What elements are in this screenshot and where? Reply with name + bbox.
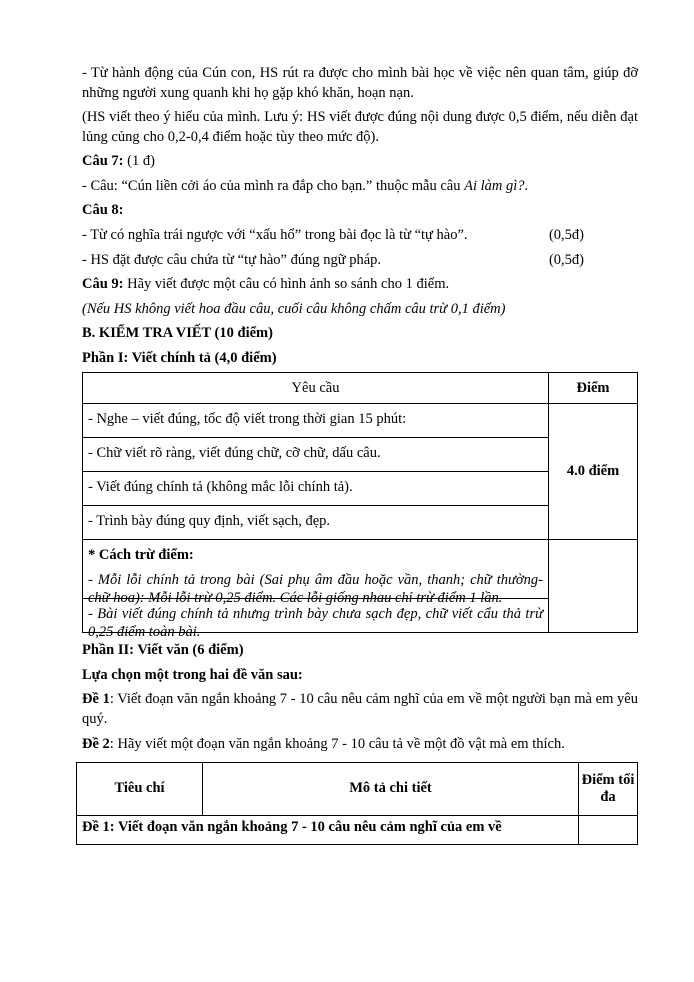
section-b-title: B. KIỂM TRA VIẾT (10 điểm): [82, 325, 273, 342]
score-value: 4.0 điểm: [549, 404, 638, 540]
question-8-line-1: [82, 226, 638, 246]
requirement-row: - Nghe – viết đúng, tốc độ viết trong thời gian 15 phút:: [88, 411, 407, 428]
deduction-title: * Cách trừ điểm:: [88, 547, 194, 564]
deduction-rule-2: - Bài viết đúng chính tả nhưng trình bày chưa sạch đẹp, chữ viết cẩu thả trừ 0,25 điểm toàn bài.: [83, 598, 548, 632]
question-9-note: (Nếu HS không viết hoa đầu câu, cuối câu không chấm câu trừ 0,1 điểm): [82, 300, 506, 317]
question-9-label: Câu 9:: [82, 276, 124, 293]
question-8-line-1-text: - Từ có nghĩa trái ngược với “xấu hổ” trong bài đọc là từ “tự hào”.: [82, 226, 468, 243]
topic-1-text: : Viết đoạn văn ngắn khoảng 7 - 10 câu nêu cảm nghĩ của em về một người bạn mà em yêu quý.: [82, 691, 638, 727]
question-7-text: - Câu: “Cún liền cởi áo của mình ra đắp cho bạn.” thuộc mẫu câu: [82, 177, 465, 194]
question-7-end: .: [524, 177, 529, 194]
question-8-label: Câu 8:: [82, 202, 124, 219]
requirement-row: - Viết đúng chính tả (không mắc lỗi chính tả).: [83, 471, 548, 505]
header-score: Điểm: [549, 373, 638, 404]
topic-2-label: Đề 2: [82, 735, 110, 752]
question-8-line-2: [82, 251, 638, 271]
question-7-answer: [82, 177, 638, 197]
requirement-row: - Chữ viết rõ ràng, viết đúng chữ, cỡ chữ, dấu câu.: [83, 437, 548, 471]
question-7-points: (1 đ): [123, 153, 155, 170]
question-8-line-1-score: (0,5đ): [548, 226, 584, 243]
topic-1: [82, 690, 638, 729]
topic-1-row-score: [579, 816, 638, 845]
choose-instruction: Lựa chọn một trong hai đề văn sau:: [82, 666, 303, 683]
header-criteria: Tiêu chí: [77, 763, 203, 816]
question-9: [82, 275, 638, 295]
deduction-score-empty: [549, 540, 638, 633]
question-7-heading: [82, 152, 638, 172]
header-description: Mô tả chi tiết: [203, 763, 579, 816]
question-7-label: Câu 7:: [82, 153, 124, 170]
topic-1-row: Đề 1: Viết đoạn văn ngắn khoảng 7 - 10 câu nêu cảm nghĩ của em về: [77, 816, 579, 845]
question-9-text: Hãy viết được một câu có hình ảnh so sánh cho 1 điểm.: [123, 276, 450, 293]
deduction-rule-1: - Mỗi lỗi chính tả trong bài (Sai phụ âm đầu hoặc vần, thanh; chữ thường-chữ hoa): Mỗi lỗi trừ 0,25 điểm. Các lỗi giống nhau chỉ trừ điểm 1 lần.: [88, 572, 543, 607]
deduction-cell: [83, 540, 549, 641]
question-7-italic: Ai làm gì?: [464, 177, 525, 194]
topic-2: [82, 735, 638, 755]
header-requirement: Yêu cầu: [83, 373, 549, 404]
part-2-title: Phần II: Viết văn (6 điểm): [82, 642, 244, 659]
requirement-list: [83, 404, 549, 540]
criteria-table: [76, 762, 638, 845]
paragraph-lesson: - Từ hành động của Cún con, HS rút ra được cho mình bài học về việc nên quan tâm, giúp đỡ những người xung quanh khi họ gặp khó khăn, hoạn nạn.: [82, 65, 638, 101]
dictation-table: [82, 372, 638, 641]
part-1-title: Phần I: Viết chính tả (4,0 điểm): [82, 349, 277, 366]
paragraph-note: (HS viết theo ý hiểu của mình. Lưu ý: HS viết được đúng nội dung được 0,5 điểm, nếu diễn đạt lủng củng cho 0,2-0,4 điểm hoặc tùy theo mức độ).: [82, 109, 638, 145]
header-max-score: Điểm tối đa: [579, 763, 638, 816]
requirement-row: - Trình bày đúng quy định, viết sạch, đẹp.: [83, 505, 548, 539]
question-8-line-2-score: (0,5đ): [548, 251, 584, 268]
topic-2-text: : Hãy viết một đoạn văn ngắn khoảng 7 - 10 câu tả về một đồ vật mà em thích.: [109, 735, 565, 752]
topic-1-label: Đề 1: [82, 691, 110, 708]
document-page: [82, 64, 638, 845]
question-8-line-2-text: - HS đặt được câu chứa từ “tự hào” đúng ngữ pháp.: [82, 251, 382, 268]
